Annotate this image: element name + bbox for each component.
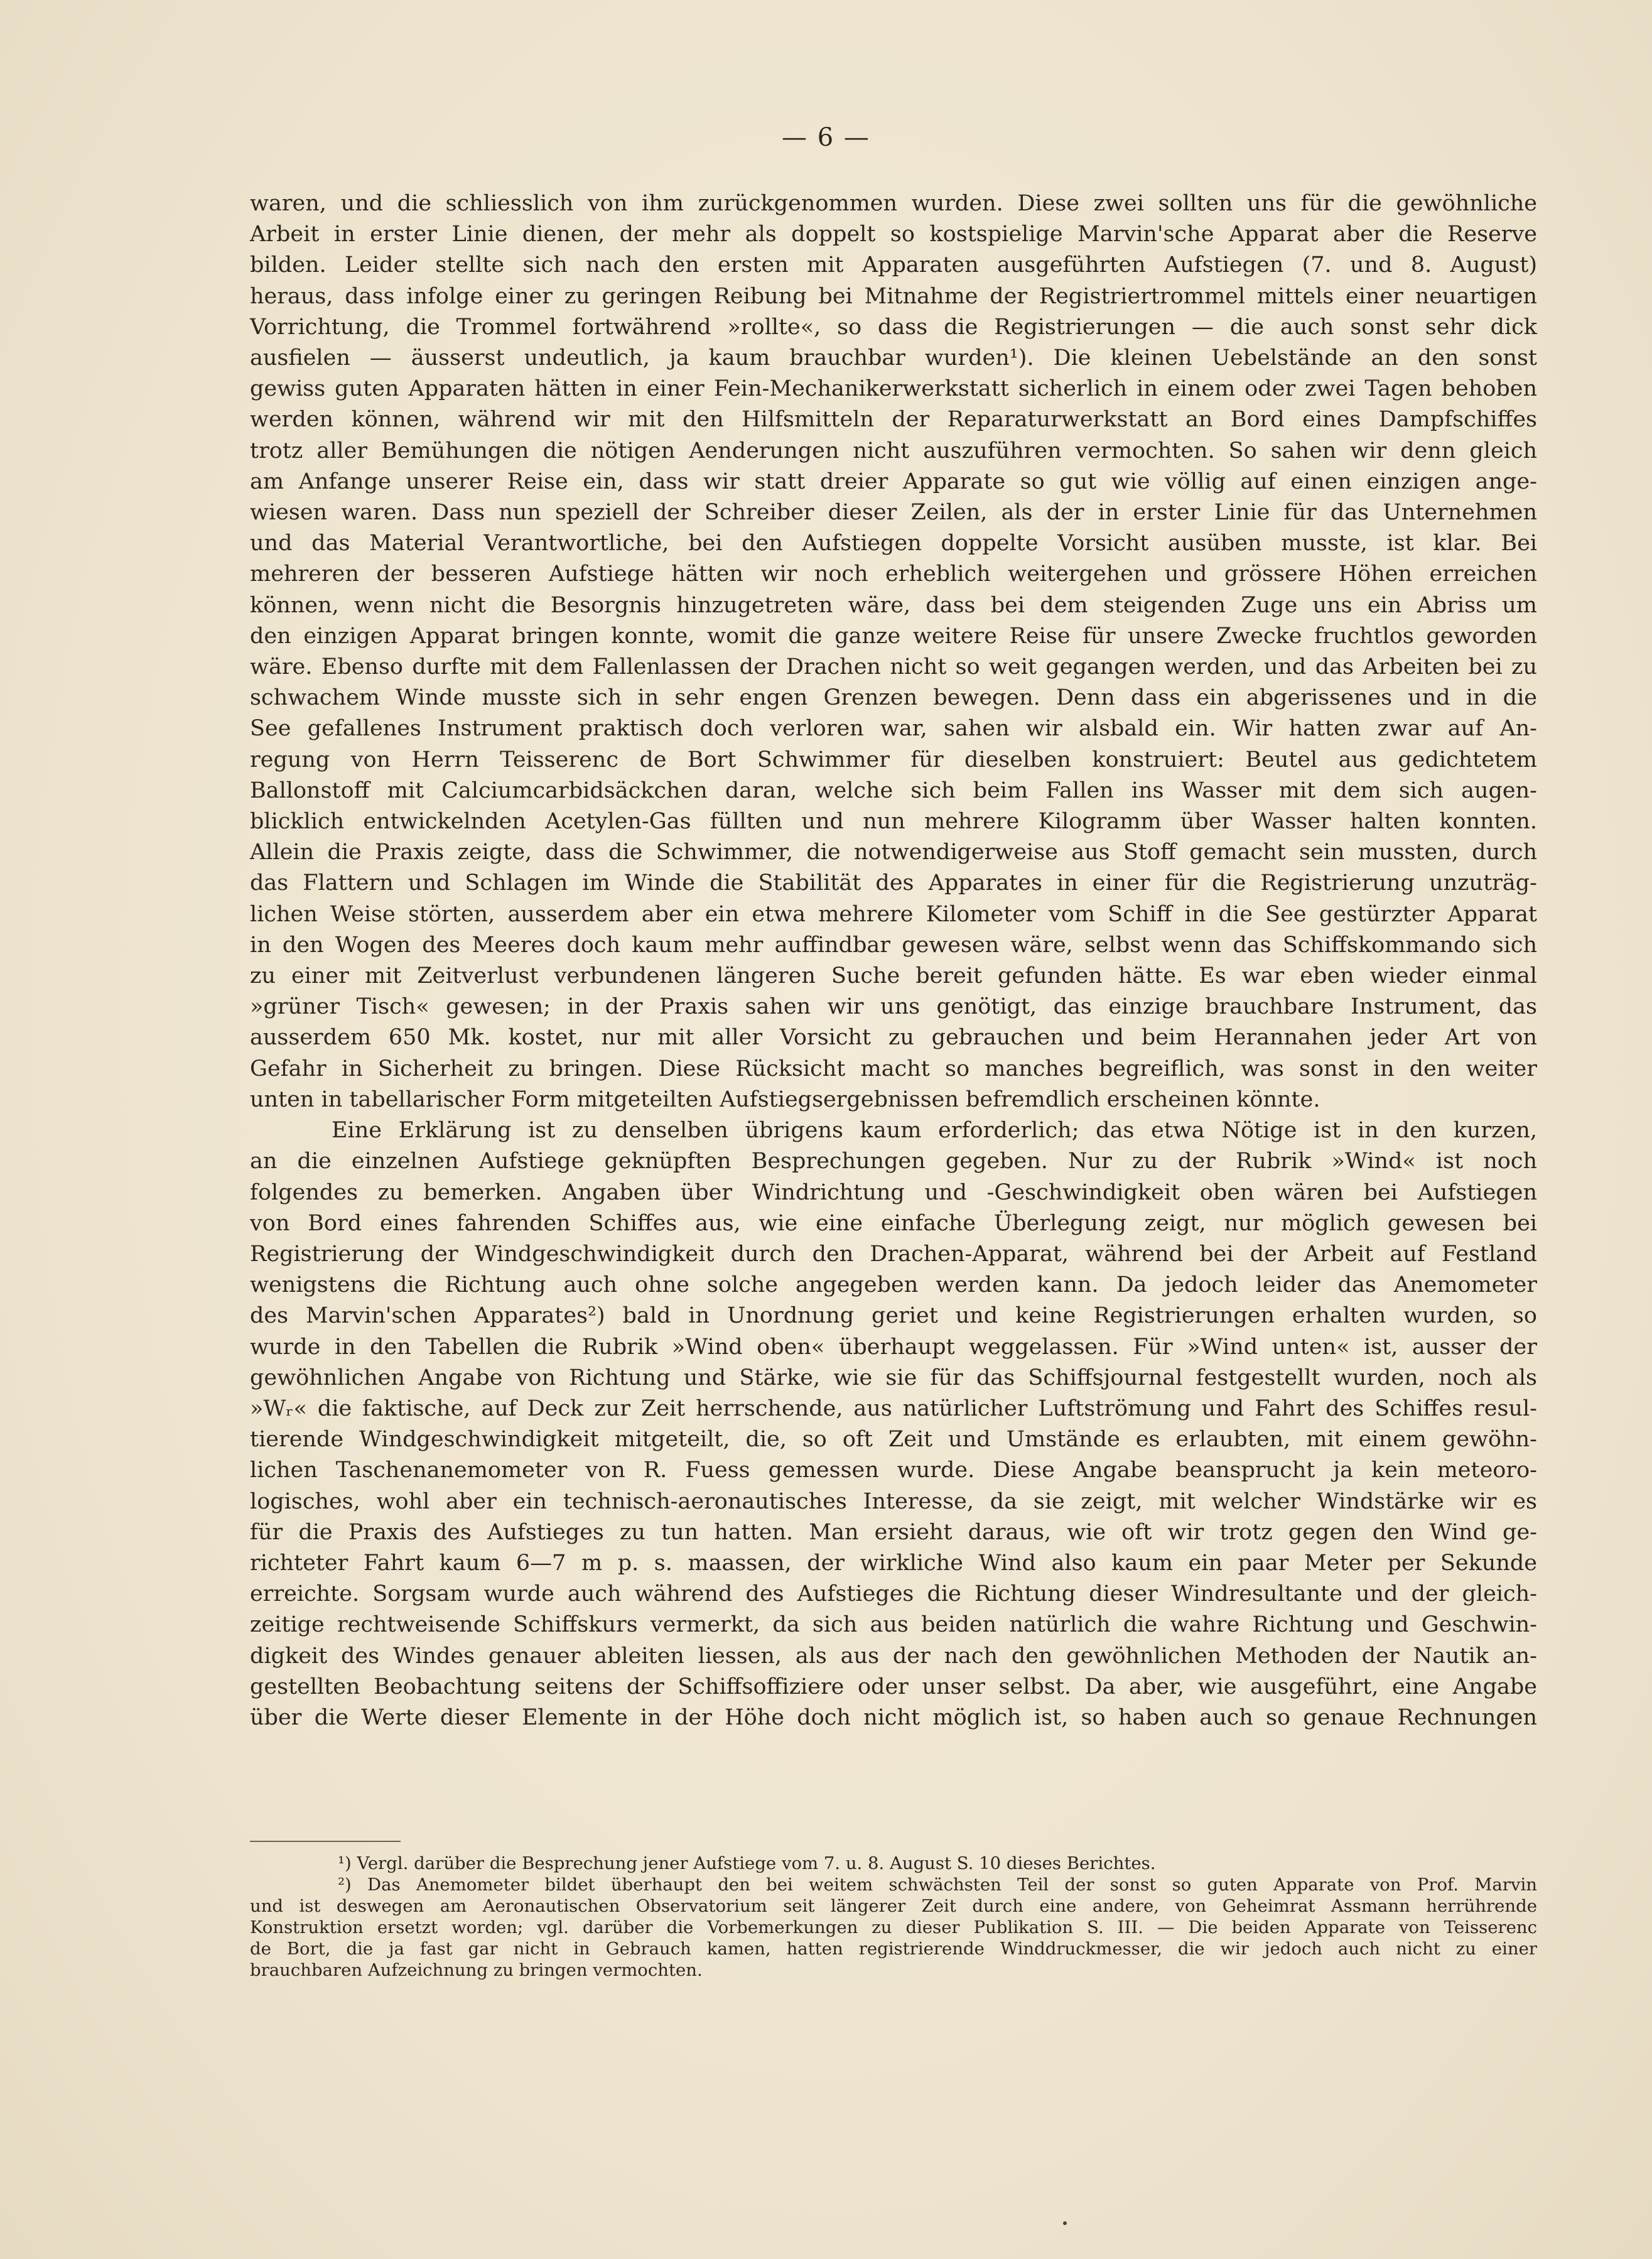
text-line: lichen Taschenanemometer von R. Fuess gemessen wurde. Diese Angabe beansprucht ja kein meteoro- xyxy=(250,1458,1537,1483)
text-line: und das Material Verantwortliche, bei den Aufstiegen doppelte Vorsicht ausüben musste, ist klar. Bei xyxy=(250,531,1537,556)
text-line: das Flattern und Schlagen im Winde die Stabilität des Apparates in einer für die Registrierung unzuträg- xyxy=(250,870,1537,896)
text-line: zu einer mit Zeitverlust verbundenen längeren Suche bereit gefunden hätte. Es war eben wieder einmal xyxy=(250,963,1537,989)
text-line: den einzigen Apparat bringen konnte, womit die ganze weitere Reise für unsere Zwecke fruchtlos geworden xyxy=(250,623,1537,649)
text-line: »Wᵣ« die faktische, auf Deck zur Zeit herrschende, aus natürlicher Luftströmung und Fahrt des Schiffes resul- xyxy=(250,1395,1537,1421)
text-line: des Marvin'schen Apparates²) bald in Unordnung geriet und keine Registrierungen erhalten wurden, so xyxy=(250,1303,1537,1329)
text-line: mehreren der besseren Aufstiege hätten wir noch erheblich weitergehen und grössere Höhen erreichen xyxy=(250,561,1537,587)
text-line: ausfielen — äusserst undeutlich, ja kaum brauchbar wurden¹). Die kleinen Uebelstände an den sonst xyxy=(250,345,1537,371)
text-line: digkeit des Windes genauer ableiten liessen, als aus der nach den gewöhnlichen Methoden der Nautik an- xyxy=(250,1643,1537,1669)
text-line: wiesen waren. Dass nun speziell der Schreiber dieser Zeilen, als der in erster Linie für das Unternehmen xyxy=(250,500,1537,526)
text-line: Eine Erklärung ist zu denselben übrigens kaum erforderlich; das etwa Nötige ist in den kurzen, xyxy=(332,1118,1537,1144)
text-line: für die Praxis des Aufstieges zu tun hatten. Man ersieht daraus, wie oft wir trotz gegen den Wind ge- xyxy=(250,1519,1537,1545)
text-line: Arbeit in erster Linie dienen, der mehr als doppelt so kostspielige Marvin'sche Apparat aber die Reserve xyxy=(250,222,1537,247)
text-line: werden können, während wir mit den Hilfsmitteln der Reparaturwerkstatt an Bord eines Dampfschiffes xyxy=(250,407,1537,433)
text-line: Registrierung der Windgeschwindigkeit durch den Drachen-Apparat, während bei der Arbeit auf Festland xyxy=(250,1241,1537,1267)
footnote-divider xyxy=(250,1841,401,1842)
text-line: gewiss guten Apparaten hätten in einer Fein-Mechanikerwerkstatt sicherlich in einem oder zwei Tagen behoben xyxy=(250,376,1537,402)
text-line: von Bord eines fahrenden Schiffes aus, wie eine einfache Überlegung zeigt, nur möglich gewesen bei xyxy=(250,1210,1537,1236)
text-line: über die Werte dieser Elemente in der Höhe doch nicht möglich ist, so haben auch so genaue Rechnungen xyxy=(250,1704,1537,1730)
footnotes xyxy=(250,1853,1537,1981)
text-line: Ballonstoff mit Calciumcarbidsäckchen daran, welche sich beim Fallen ins Wasser mit dem sich augen- xyxy=(250,777,1537,803)
text-line: regung von Herrn Teisserenc de Bort Schwimmer für dieselben konstruiert: Beutel aus gedichtetem xyxy=(250,747,1537,772)
text-line: gewöhnlichen Angabe von Richtung und Stärke, wie sie für das Schiffsjournal festgestellt wurden, noch als xyxy=(250,1365,1537,1390)
text-line: See gefallenes Instrument praktisch doch verloren war, sahen wir alsbald ein. Wir hatten zwar auf An- xyxy=(250,716,1537,742)
text-line: »grüner Tisch« gewesen; in der Praxis sahen wir uns genötigt, das einzige brauchbare Instrument, das xyxy=(250,994,1537,1020)
text-line: zeitige rechtweisende Schiffskurs vermerkt, da sich aus beiden natürlich die wahre Richtung und Geschwin- xyxy=(250,1612,1537,1638)
text-line: lichen Weise störten, ausserdem aber ein etwa mehrere Kilometer vom Schiff in die See gestürzter Apparat xyxy=(250,901,1537,927)
text-line: folgendes zu bemerken. Angaben über Windrichtung und -Geschwindigkeit oben wären bei Aufstiegen xyxy=(250,1179,1537,1205)
footnote-2: ²) Das Anemometer bildet überhaupt den bei weitem schwächsten Teil der sonst so guten Apparate von Prof. Marvin xyxy=(338,1875,1537,1895)
text-line: gestellten Beobachtung seitens der Schiffsoffiziere oder unser selbst. Da aber, wie ausgeführt, eine Angabe xyxy=(250,1674,1537,1699)
text-line: ausserdem 650 Mk. kostet, nur mit aller Vorsicht zu gebrauchen und beim Herannahen jeder Art von xyxy=(250,1025,1537,1051)
text-line: Allein die Praxis zeigte, dass die Schwimmer, die notwendigerweise aus Stoff gemacht sein mussten, durch xyxy=(250,840,1537,865)
footnote-line: und ist deswegen am Aeronautischen Observatorium seit längerer Zeit durch eine andere, von Geheimrat Assmann herrührende xyxy=(250,1896,1537,1916)
text-line: richteter Fahrt kaum 6—7 m p. s. maassen, der wirkliche Wind also kaum ein paar Meter per Sekunde xyxy=(250,1550,1537,1576)
text-line: wäre. Ebenso durfte mit dem Fallenlassen der Drachen nicht so weit gegangen werden, und das Arbeiten bei zu xyxy=(250,654,1537,680)
footnote-line: de Bort, die ja fast gar nicht in Gebrauch kamen, hatten registrierende Winddruckmesser, die wir jedoch auch nicht zu einer xyxy=(250,1939,1537,1959)
text-line: Vorrichtung, die Trommel fortwährend »rollte«, so dass die Registrierungen — die auch sonst sehr dick xyxy=(250,314,1537,340)
text-line: trotz aller Bemühungen die nötigen Aenderungen nicht auszuführen vermochten. So sahen wir denn gleich xyxy=(250,438,1537,463)
text-line: Gefahr in Sicherheit zu bringen. Diese Rücksicht macht so manches begreiflich, was sonst in den weiter xyxy=(250,1056,1537,1081)
text-line: erreichte. Sorgsam wurde auch während des Aufstieges die Richtung dieser Windresultante und der gleich- xyxy=(250,1581,1537,1607)
text-line: wenigstens die Richtung auch ohne solche angegeben werden kann. Da jedoch leider das Anemometer xyxy=(250,1272,1537,1298)
page-number: — 6 — xyxy=(782,123,870,152)
text-line: schwachem Winde musste sich in sehr engen Grenzen bewegen. Denn dass ein abgerissenes und in die xyxy=(250,685,1537,711)
main-text xyxy=(250,188,1537,1733)
footnote-line: Konstruktion ersetzt worden; vgl. darüber die Vorbemerkungen zu dieser Publikation S. III. — Die beiden Apparate von Teisserenc xyxy=(250,1917,1537,1937)
text-line: heraus, dass infolge einer zu geringen Reibung bei Mitnahme der Registriertrommel mittels einer neuartigen xyxy=(250,283,1537,309)
ink-dot xyxy=(1063,2221,1067,2225)
text-line: tierende Windgeschwindigkeit mitgeteilt, die, so oft Zeit und Umstände es erlaubten, mit einem gewöhn- xyxy=(250,1427,1537,1453)
text-line: blicklich entwickelnden Acetylen-Gas füllten und nun mehrere Kilogramm über Wasser halten konnten. xyxy=(250,809,1537,835)
text-line: können, wenn nicht die Besorgnis hinzugetreten wäre, dass bei dem steigenden Zuge uns ein Abriss um xyxy=(250,592,1537,618)
text-line: wurde in den Tabellen die Rubrik »Wind oben« überhaupt weggelassen. Für »Wind unten« ist, ausser der xyxy=(250,1334,1537,1360)
footnote-1: ¹) Vergl. darüber die Besprechung jener Aufstiege vom 7. u. 8. August S. 10 dieses Berichtes. xyxy=(338,1853,1156,1873)
text-line: am Anfange unserer Reise ein, dass wir statt dreier Apparate so gut wie völlig auf einen einzigen ange- xyxy=(250,469,1537,494)
text-line: waren, und die schliesslich von ihm zurückgenommen wurden. Diese zwei sollten uns für die gewöhnliche xyxy=(250,191,1537,216)
text-line: logisches, wohl aber ein technisch-aeronautisches Interesse, da sie zeigt, mit welcher Windstärke wir es xyxy=(250,1488,1537,1514)
text-line: unten in tabellarischer Form mitgeteilten Aufstiegsergebnissen befremdlich erscheinen könnte. xyxy=(250,1086,1320,1112)
footnote-line: brauchbaren Aufzeichnung zu bringen vermochten. xyxy=(250,1960,703,1980)
text-line: bilden. Leider stellte sich nach den ersten mit Apparaten ausgeführten Aufstiegen (7. und 8. August) xyxy=(250,252,1537,278)
text-line: in den Wogen des Meeres doch kaum mehr auffindbar gewesen wäre, selbst wenn das Schiffskommando sich xyxy=(250,932,1537,958)
text-line: an die einzelnen Aufstiege geknüpften Besprechungen gegeben. Nur zu der Rubrik »Wind« ist noch xyxy=(250,1149,1537,1174)
